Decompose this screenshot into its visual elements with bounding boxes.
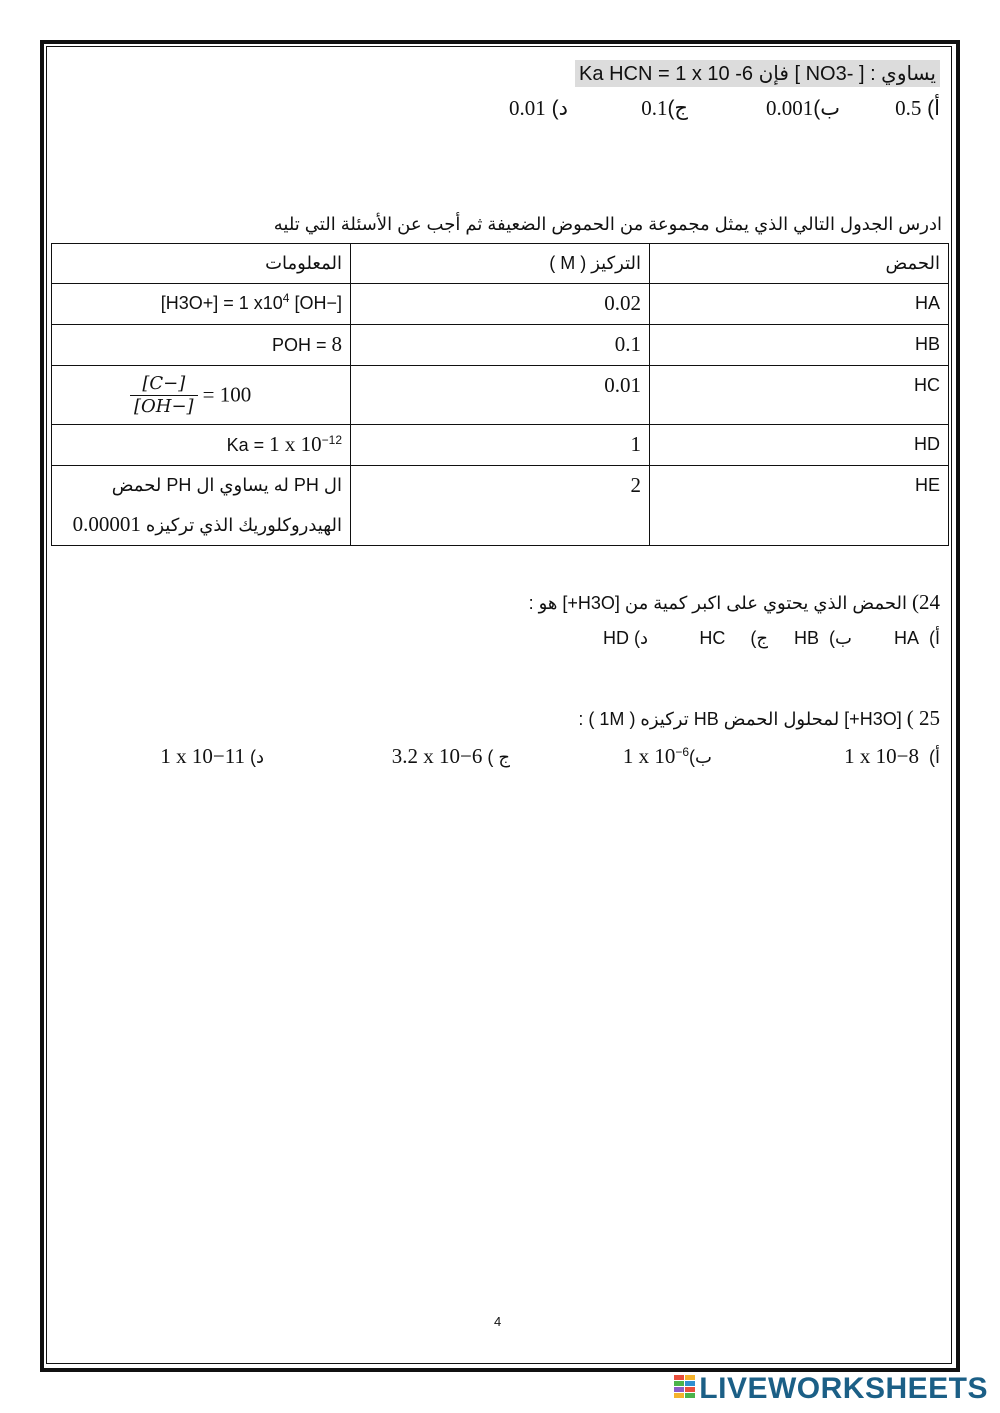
liveworksheets-logo xyxy=(674,1372,988,1407)
cell-info: [H3O+] = 1 $x10^4$ [OH−] xyxy=(52,284,351,325)
cell-info xyxy=(52,466,351,546)
choice-label: أ) xyxy=(927,97,940,120)
table-row xyxy=(52,325,949,366)
brand-text: LIVEWORKSHEETS xyxy=(699,1372,988,1405)
q25-choice-b[interactable]: ب)1 x $10^{-6}$ xyxy=(622,744,712,768)
q25-prompt xyxy=(578,706,940,731)
q24-text: الحمض الذي يحتوي على اكبر كمية من [H3O+] هو : xyxy=(528,593,907,613)
choice-value: 0.1 xyxy=(641,96,668,120)
q24-choice-d[interactable]: د) HD xyxy=(602,628,648,648)
acids-table xyxy=(51,243,949,546)
choice-value: 0.01 xyxy=(509,96,546,120)
cell-conc: 0.1 xyxy=(351,325,650,366)
header-info: المعلومات xyxy=(52,244,351,284)
cell-acid: HC xyxy=(650,366,949,425)
table-row xyxy=(52,284,949,325)
q25-number: 25 ) xyxy=(906,706,940,730)
q24-number: 24) xyxy=(912,590,940,614)
q25-choice-c[interactable]: ج ) 3.2 x 10−6 xyxy=(391,744,510,768)
cell-acid: HA xyxy=(650,284,949,325)
cell-conc: 2 xyxy=(351,466,650,546)
header-concentration: التركيز ( M ) xyxy=(351,244,650,284)
header-acid: الحمض xyxy=(650,244,949,284)
fraction: $\frac{[C-]}{[OH-]}$ xyxy=(130,373,198,417)
table-row xyxy=(52,366,949,425)
liveworksheets-mark-icon xyxy=(674,1373,696,1407)
table-intro: ادرس الجدول التالي الذي يمثل مجموعة من الحموض الضعيفة ثم أجب عن الأسئلة التي تليه xyxy=(273,214,942,234)
cell-info-fraction: $\frac{[C-]}{[OH-]}$ = 100 xyxy=(52,366,351,425)
choice-value: 0.5 xyxy=(895,96,922,120)
cell-acid: HB xyxy=(650,325,949,366)
cell-conc: 0.02 xyxy=(351,284,650,325)
table-header-row xyxy=(52,244,949,284)
cell-info: POH = 8 xyxy=(52,325,351,366)
ka-hcn-choice-b[interactable] xyxy=(766,96,840,121)
q25-choice-a[interactable]: أ) 1 x 10−8 xyxy=(844,744,940,768)
q24-prompt xyxy=(529,590,940,615)
choice-value: 0.001 xyxy=(765,96,814,120)
ka-hcn-prompt-mid: فإن xyxy=(758,63,789,85)
info-line: ال PH له يساوي ال PH لحمض xyxy=(111,475,342,495)
q24-choice-c[interactable]: ج) HC xyxy=(699,628,768,648)
ka-hcn-prompt-bracket: [ NO3- ] xyxy=(794,63,865,85)
cell-conc: 1 xyxy=(351,425,650,466)
ka-hcn-choice-a[interactable] xyxy=(895,96,940,121)
q25-choice-d[interactable]: د) 1 x 10−11 xyxy=(160,744,264,768)
table-row xyxy=(52,466,949,546)
info-line: الهيدروكلوريك الذي تركيزه 0.00001 xyxy=(72,512,342,536)
ka-hcn-choice-c[interactable] xyxy=(641,96,688,121)
choice-label: ج) xyxy=(667,97,688,120)
choice-label: ب) xyxy=(813,97,840,120)
cell-acid: HD xyxy=(650,425,949,466)
cell-info: Ka = 1 x $10^{-12}$ xyxy=(52,425,351,466)
ka-hcn-choice-d[interactable] xyxy=(509,96,568,121)
cell-acid: HE xyxy=(650,466,949,546)
page-number: 4 xyxy=(494,1314,502,1329)
ka-hcn-prompt-end: يساوي : xyxy=(870,63,936,85)
ka-hcn-prompt-ltr: Ka HCN = 1 x 10 -6 xyxy=(579,63,754,85)
table-row xyxy=(52,425,949,466)
cell-conc: 0.01 xyxy=(351,366,650,425)
choice-label: د) xyxy=(551,97,568,120)
ka-hcn-question xyxy=(575,60,940,87)
q24-choice-a[interactable]: أ) HA xyxy=(893,628,940,648)
q24-choice-b[interactable]: ب) HB xyxy=(794,628,852,648)
q25-text: [H3O+] لمحلول الحمض HB تركيزه ( 1M ) : xyxy=(578,709,902,729)
